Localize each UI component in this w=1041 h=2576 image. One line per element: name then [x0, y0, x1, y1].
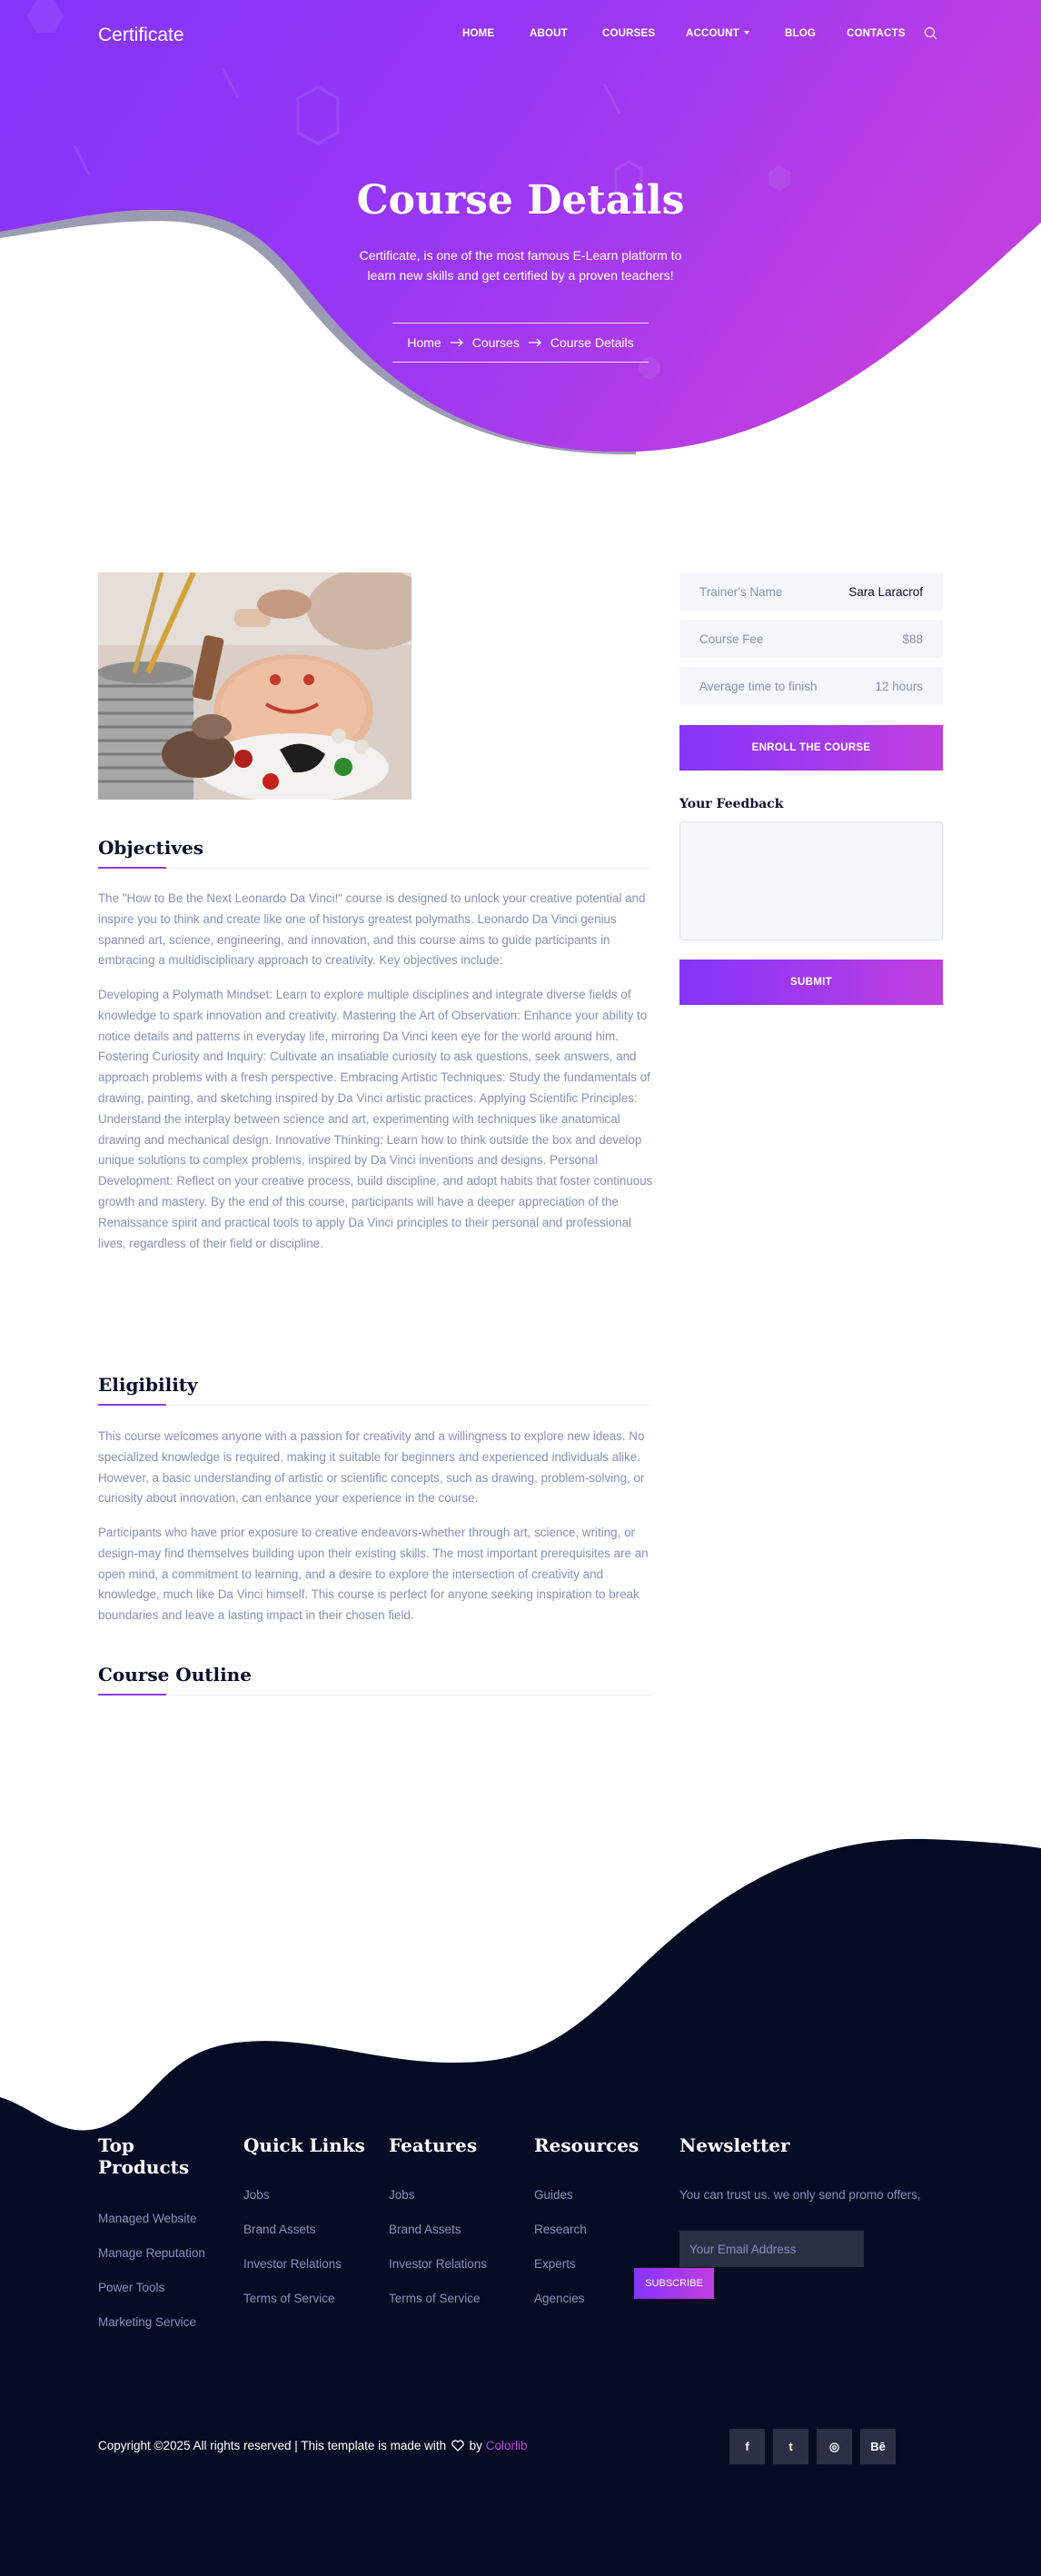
hero-background	[0, 0, 1041, 454]
main-nav	[0, 28, 1041, 45]
breadcrumb-home[interactable]: Home	[407, 335, 441, 350]
page-title: Course Details	[356, 177, 685, 224]
divider	[98, 1695, 650, 1696]
eligibility-paragraph-2: Participants who have prior exposure to creative endeavors-whether through art, science, writing, or design-may find themselves building upon their existing skills. The most important prerequisites are an open mind, a commitment to learning, and a desire to explore the intersection of creativity and knowledge, much like Da Vinci himself. This course is perfect for anyone seeking inspiration to break boundaries and leave a lasting impact in their chosen field.	[98, 1526, 649, 1623]
twitter-icon[interactable]: t	[773, 2429, 808, 2464]
newsletter-text: You can trust us. we only send promo offers,	[679, 2188, 921, 2202]
title-underline	[98, 1694, 166, 1696]
eligibility-paragraph-1: This course welcomes anyone with a passion for creativity and a willingness to explore new ideas. No specialized knowledge is required, making it suitable for beginners and experienced individuals alike. However, a basic understanding of artistic or scientific concepts, such as drawing, problem-solving, or curiosity about innovation, can enhance your experience in the course.	[98, 1429, 645, 1506]
nav-courses[interactable]: COURSES	[602, 28, 656, 39]
footer-link[interactable]: Manage Reputation	[98, 2246, 205, 2260]
footer-link[interactable]: Managed Website	[98, 2212, 197, 2225]
nav-home[interactable]: HOME	[462, 28, 495, 39]
footer-link[interactable]: Research	[534, 2223, 587, 2236]
breadcrumb-current: Course Details	[550, 335, 634, 350]
course-image	[98, 572, 411, 800]
colorlib-link[interactable]: Colorlib	[485, 2439, 528, 2452]
nav-blog[interactable]: BLOG	[785, 28, 817, 39]
footer-link[interactable]: Guides	[534, 2188, 573, 2202]
objectives-title: Objectives	[98, 837, 203, 859]
dribbble-icon[interactable]: ◎	[817, 2429, 852, 2464]
enroll-button[interactable]: ENROLL THE COURSE	[679, 725, 943, 771]
footer-newsletter-title: Newsletter	[679, 2134, 790, 2156]
info-value: $88	[902, 632, 923, 646]
footer-features-title: Features	[389, 2134, 478, 2156]
info-label: Trainer's Name	[699, 584, 783, 599]
footer-top-products-title: Top Products	[98, 2134, 190, 2178]
objectives-list: Developing a Polymath Mindset: Learn to explore multiple disciplines and integrate diverse fields of knowledge to spark innovation and creativity. Mastering the Art of Observation: Enhance your ability to notice details and patterns in everyday life, mirroring Da Vinci keen eye for the world around him. Fostering Curiosity and Inquiry: Cultivate an insatiable curiosity to ask questions, seek answers, and approach problems with a fresh perspective. Embracing Artistic Techniques: Study the fundamentals of drawing, painting, and sketching inspired by Da Vinci artistic practices. Applying Scientific Principles: Understand the interplay between science and art, experimenting with techniques like anatomical drawing and mechanical design. Innovative Thinking: Learn how to think outside the box and develop unique solutions to complex problems, inspired by Da Vinci inventions and designs. Personal Development: Reflect on your creative process, build discipline, and adopt habits that foster continuous growth and mastery. By the end of this course, participants will have a deeper appreciation of the Renaissance spirit and practical tools to apply Da Vinci principles to their personal and professional lives, regardless of their field or discipline.	[98, 988, 653, 1250]
footer-link[interactable]: Marketing Service	[98, 2315, 197, 2329]
footer-link[interactable]: Terms of Service	[243, 2292, 335, 2305]
heart-icon	[451, 2440, 464, 2452]
facebook-icon[interactable]: f	[729, 2429, 765, 2464]
behance-icon[interactable]: Bē	[860, 2429, 896, 2464]
newsletter-email-input[interactable]	[679, 2231, 864, 2267]
course-fee-row	[679, 620, 943, 658]
arrow-right-icon	[528, 338, 542, 347]
nav-account-label: ACCOUNT	[686, 28, 739, 39]
divider	[98, 868, 650, 869]
submit-button[interactable]: SUBMIT	[679, 960, 943, 1005]
search-icon[interactable]	[924, 26, 938, 41]
footer-link[interactable]: Jobs	[243, 2188, 270, 2202]
footer-link[interactable]: Brand Assets	[389, 2223, 461, 2236]
nav-account[interactable]	[686, 28, 749, 39]
nav-contacts[interactable]: CONTACTS	[847, 28, 906, 39]
footer-quick-links-title: Quick Links	[243, 2134, 365, 2156]
copyright-by: by	[469, 2439, 482, 2452]
hero-banner	[0, 0, 1041, 454]
chevron-down-icon	[744, 31, 749, 35]
nav-about[interactable]: ABOUT	[530, 28, 568, 39]
feedback-textarea[interactable]	[679, 821, 943, 940]
info-value: Sara Laracrof	[848, 584, 923, 599]
info-value: 12 hours	[875, 679, 923, 693]
arrow-right-icon	[450, 338, 464, 347]
eligibility-title: Eligibility	[98, 1374, 198, 1396]
footer-link[interactable]: Jobs	[389, 2188, 415, 2202]
footer-link[interactable]: Experts	[534, 2257, 576, 2271]
copyright-text: Copyright ©2025 All rights reserved | This template is made with	[98, 2439, 447, 2452]
breadcrumb-courses[interactable]: Courses	[471, 335, 520, 350]
divider	[98, 1405, 650, 1406]
footer-link[interactable]: Investor Relations	[389, 2257, 488, 2271]
footer-link[interactable]: Agencies	[534, 2292, 585, 2305]
footer-resources-title: Resources	[534, 2134, 639, 2156]
objectives-intro: The "How to Be the Next Leonardo Da Vinci!" course is designed to unlock your creative potential and inspire you to think and create like one of historys greatest polymaths. Leonardo Da Vinci genius spanned art, science, engineering, and innovation, and this course aims to guide participants in embracing a multidisciplinary approach to creativity. Key objectives include:	[98, 891, 646, 968]
footer-link[interactable]: Power Tools	[98, 2281, 165, 2294]
time-to-finish-row	[679, 667, 943, 705]
copyright	[98, 2439, 527, 2452]
breadcrumb	[392, 323, 649, 363]
info-label: Average time to finish	[699, 679, 818, 693]
title-underline	[98, 1404, 166, 1406]
subscribe-button[interactable]: SUBSCRIBE	[634, 2268, 714, 2299]
course-outline-title: Course Outline	[98, 1664, 252, 1686]
trainer-name-row	[679, 572, 943, 611]
feedback-label: Your Feedback	[679, 797, 784, 811]
brand-logo[interactable]: Certificate	[98, 25, 184, 45]
title-underline	[98, 867, 166, 869]
hero-subtitle: Certificate, is one of the most famous E-Learn platform to learn new skills and get certified by a proven teachers!	[359, 248, 682, 283]
footer-link[interactable]: Investor Relations	[243, 2257, 342, 2271]
footer-link[interactable]: Brand Assets	[243, 2223, 316, 2236]
footer-link[interactable]: Terms of Service	[389, 2292, 481, 2305]
info-label: Course Fee	[699, 632, 764, 646]
